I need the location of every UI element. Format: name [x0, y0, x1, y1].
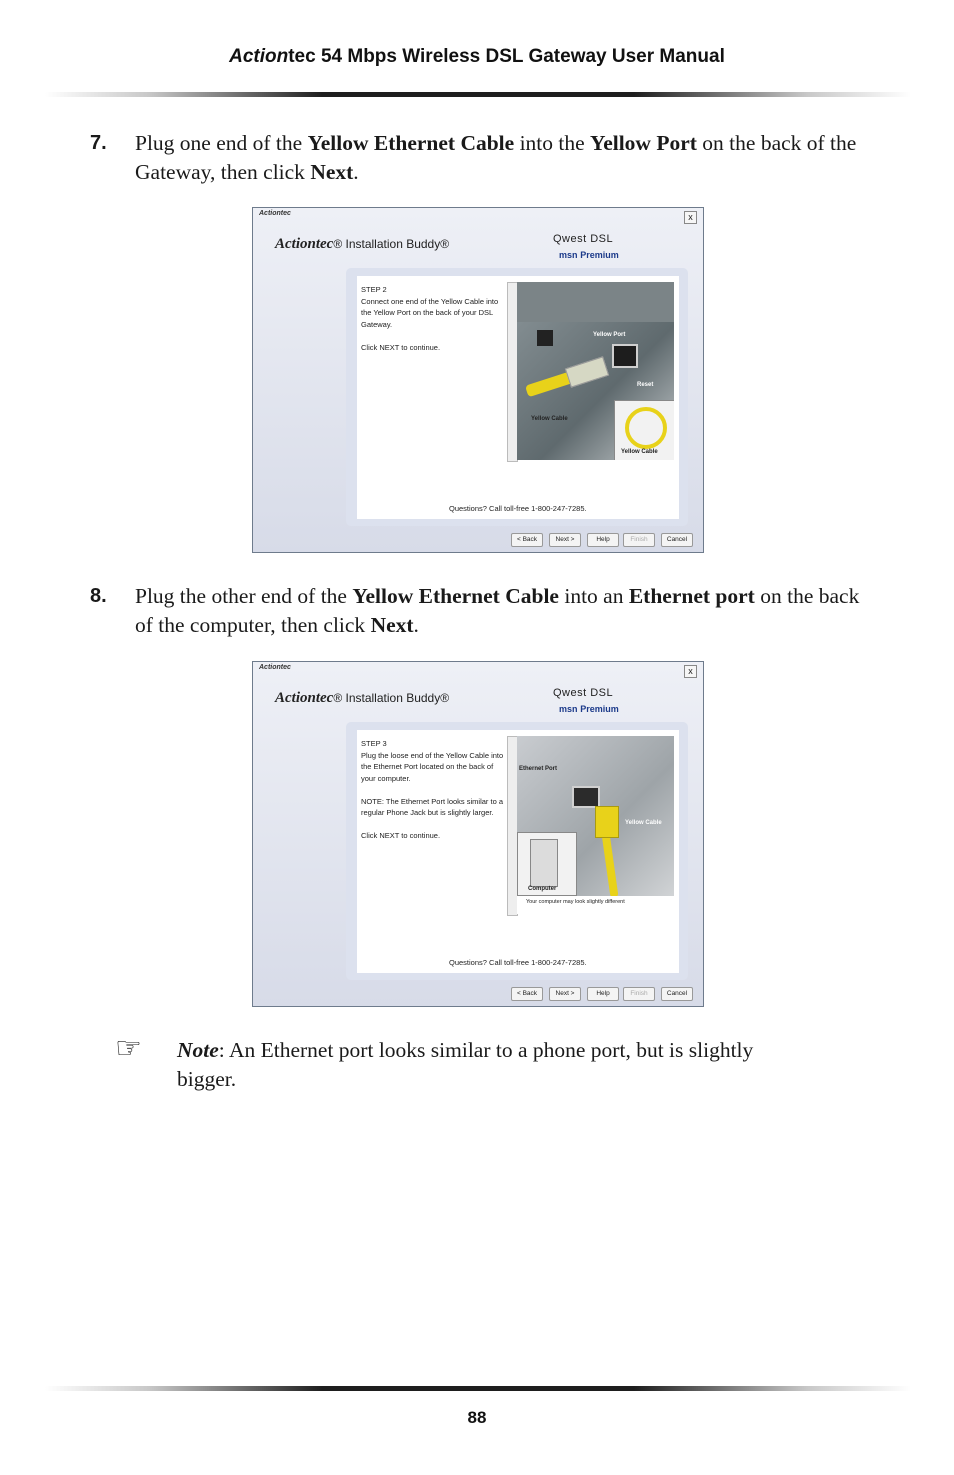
bold-text: Ethernet port: [628, 584, 755, 608]
connector-icon: [565, 356, 609, 387]
qwest-logo: Qwest DSL: [553, 687, 614, 699]
text: Plug one end of the: [135, 131, 308, 155]
premium-text: Premium: [580, 704, 619, 714]
close-icon[interactable]: x: [684, 211, 697, 224]
finish-button[interactable]: Finish: [623, 533, 655, 547]
help-button[interactable]: Help: [587, 533, 619, 547]
step-number: 8.: [90, 585, 107, 607]
help-button[interactable]: Help: [587, 987, 619, 1001]
gateway-photo: [517, 282, 674, 460]
step-7: [90, 129, 880, 187]
qwest-logo: Qwest DSL: [553, 233, 614, 245]
text: .: [353, 160, 359, 184]
computer-photo: [517, 736, 674, 914]
premium-text: Premium: [580, 250, 619, 260]
next-button[interactable]: Next >: [549, 987, 581, 1001]
msn-text: msn: [559, 250, 578, 260]
text: on the back of the computer, then click: [135, 584, 860, 637]
content-inner: [357, 276, 679, 519]
support-phone: Questions? Call toll-free 1-800-247-7285.: [449, 958, 587, 967]
step-instructions: STEP 3 Plug the loose end of the Yellow Cable into the Ethernet Port located on the back of your computer. NOTE: The Ethernet Port looks similar to a regular Phone Jack but is slightly larger. Click NEXT to continue.: [361, 739, 504, 840]
text: .: [413, 613, 419, 637]
content-inner: [357, 730, 679, 973]
brand-logo: Actiontec: [275, 690, 334, 706]
brand-logo: Actiontec: [275, 236, 334, 252]
footer-rule: [45, 1386, 911, 1391]
inset-label: Yellow Cable: [621, 449, 658, 455]
computer-tower-icon: [530, 839, 558, 887]
computer-label: Computer: [528, 886, 557, 892]
bold-text: Yellow Ethernet Cable: [307, 131, 515, 155]
page-header: [0, 46, 954, 68]
brand-title: ® Installation Buddy®: [333, 237, 450, 251]
note-label: Note: [177, 1038, 219, 1062]
step-text: [135, 129, 880, 187]
bold-text: Yellow Port: [590, 131, 697, 155]
photo-caption: Your computer may look slightly different: [526, 899, 625, 905]
ethernet-port-icon: [572, 786, 600, 808]
app-brand: [275, 236, 449, 253]
note-body: : An Ethernet port looks similar to a phone port, but is slightly bigger.: [177, 1038, 754, 1091]
next-button[interactable]: Next >: [549, 533, 581, 547]
ethernet-port-label: Ethernet Port: [519, 766, 558, 772]
page-number: 88: [467, 1408, 487, 1427]
pointing-hand-icon: ☞: [115, 1031, 142, 1066]
gateway-top: [517, 282, 674, 322]
yellow-cable-label: Yellow Cable: [531, 416, 568, 422]
step-number: 7.: [90, 132, 107, 154]
yellow-port-icon: [612, 344, 638, 368]
brand-title: ® Installation Buddy®: [333, 691, 450, 705]
header-brand: Action: [229, 46, 289, 67]
msn-text: msn: [559, 704, 578, 714]
port-icon: [537, 330, 553, 346]
back-button[interactable]: < Back: [511, 533, 543, 547]
bold-text: Next: [370, 613, 414, 637]
content-panel: [346, 722, 688, 980]
close-icon[interactable]: x: [684, 665, 697, 678]
content-panel: [346, 268, 688, 526]
yellow-port-label: Yellow Port: [593, 332, 626, 338]
cancel-button[interactable]: Cancel: [661, 987, 693, 1001]
text: into an: [558, 584, 629, 608]
step-instructions: STEP 2 Connect one end of the Yellow Cable into the Yellow Port on the back of your DSL Gateway. Click NEXT to continue.: [361, 285, 499, 352]
computer-inset: [517, 832, 577, 896]
reset-label: Reset: [637, 382, 654, 388]
finish-button[interactable]: Finish: [623, 987, 655, 1001]
coiled-cable-inset: [614, 400, 674, 460]
mini-logo: Actiontec: [259, 664, 291, 671]
step-8: [90, 582, 880, 640]
app-brand: [275, 690, 449, 707]
text: into the: [514, 131, 591, 155]
support-phone: Questions? Call toll-free 1-800-247-7285.: [449, 504, 587, 513]
coil-icon: [625, 407, 667, 449]
back-button[interactable]: < Back: [511, 987, 543, 1001]
step-text: [135, 582, 880, 640]
installation-buddy-screenshot-step2: [252, 207, 704, 553]
text: Plug the other end of the: [135, 584, 353, 608]
bold-text: Yellow Ethernet Cable: [352, 584, 559, 608]
bold-text: Next: [310, 160, 354, 184]
cancel-button[interactable]: Cancel: [661, 533, 693, 547]
titlebar: [253, 662, 703, 676]
connector-icon: [595, 806, 619, 838]
msn-logo: [559, 704, 619, 715]
titlebar: [253, 208, 703, 222]
yellow-cable-label: Yellow Cable: [625, 820, 662, 826]
msn-logo: [559, 250, 619, 261]
header-title: tec 54 Mbps Wireless DSL Gateway User Manual: [288, 46, 725, 67]
note-text: [177, 1036, 755, 1094]
header-rule: [45, 92, 911, 97]
installation-buddy-screenshot-step3: [252, 661, 704, 1007]
text: on the back of the Gateway, then click: [135, 131, 857, 184]
note: [115, 1031, 755, 1094]
mini-logo: Actiontec: [259, 210, 291, 217]
